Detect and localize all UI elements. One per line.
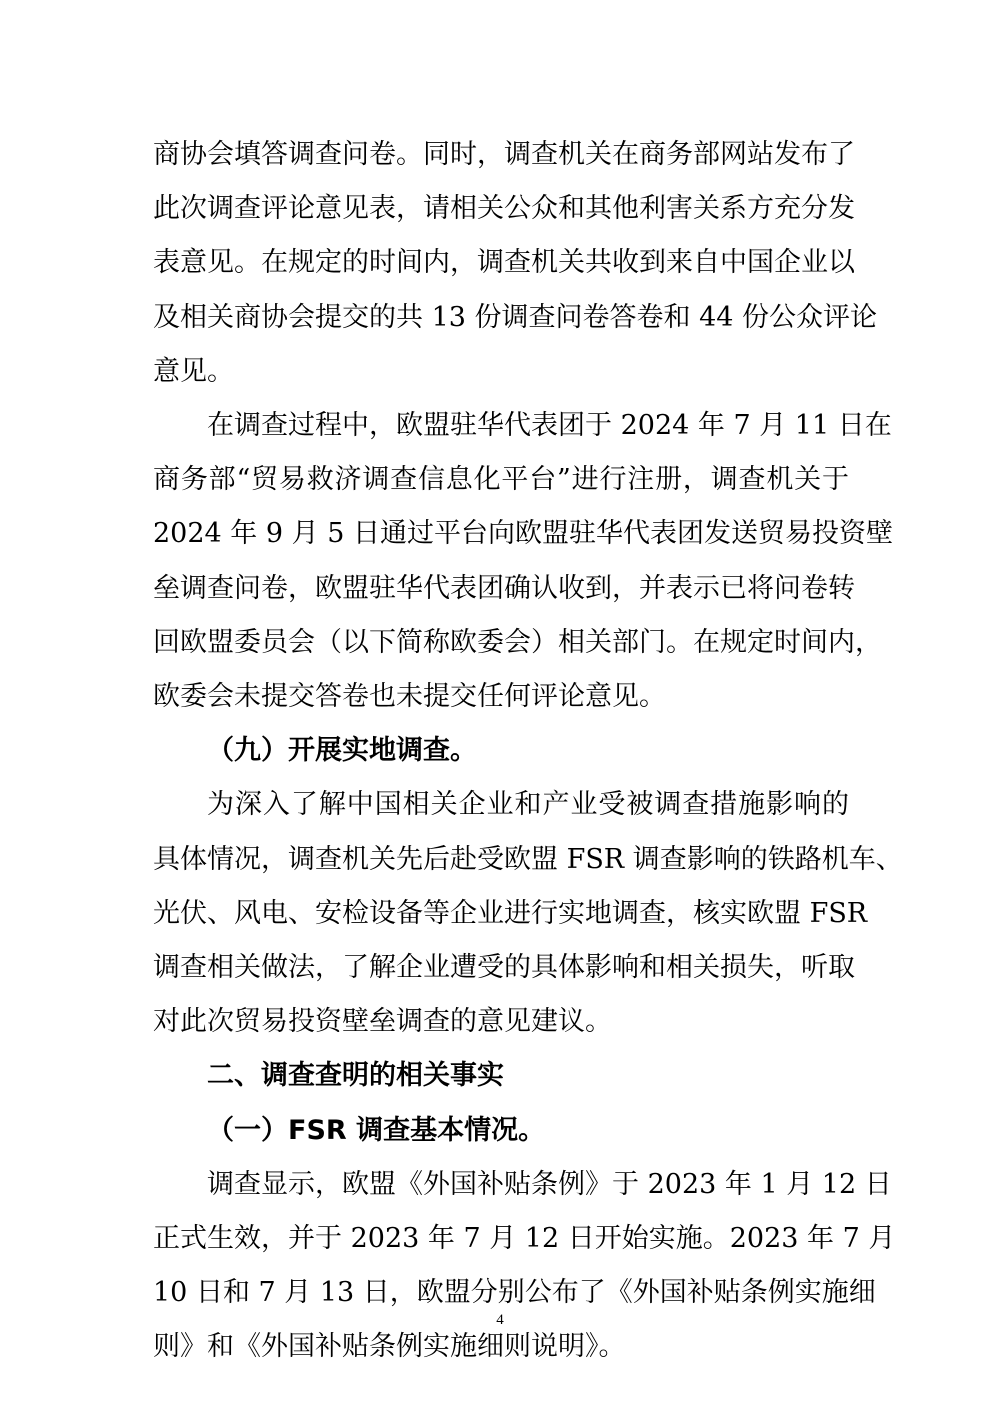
body-line: 意见。 [153, 355, 234, 387]
body-line: 商协会填答调查问卷。同时，调查机关在商务部网站发布了 [153, 139, 855, 170]
body-line: 及相关商协会提交的共 13 份调查问卷答卷和 44 份公众评论 [153, 301, 878, 333]
section-heading: （九）开展实地调查。 [207, 735, 477, 767]
body-line: 2024 年 9 月 5 日通过平台向欧盟驻华代表团发送贸易投资壁 [153, 518, 893, 550]
body-line: 在调查过程中，欧盟驻华代表团于 2024 年 7 月 11 日在 [207, 410, 892, 441]
body-line: 商务部“贸易救济调查信息化平台”进行注册，调查机关于 [153, 464, 849, 496]
section-heading: （一）FSR 调查基本情况。 [207, 1114, 546, 1146]
page-number: 4 [496, 1312, 504, 1328]
body-line: 表意见。在规定的时间内，调查机关共收到来自中国企业以 [153, 247, 855, 279]
body-line: 欧委会未提交答卷也未提交任何评论意见。 [153, 681, 666, 712]
body-line: 则》和《外国补贴条例实施细则说明》。 [153, 1331, 626, 1363]
body-line: 为深入了解中国相关企业和产业受被调查措施影响的 [207, 789, 849, 821]
body-line: 调查显示，欧盟《外国补贴条例》于 2023 年 1 月 12 日 [207, 1168, 892, 1200]
body-line: 具体情况，调查机关先后赴受欧盟 FSR 调查影响的铁路机车、 [153, 843, 903, 875]
section-heading: 二、调查查明的相关事实 [207, 1060, 504, 1092]
body-line: 回欧盟委员会（以下简称欧委会）相关部门。在规定时间内， [153, 626, 882, 658]
body-line: 调查相关做法，了解企业遭受的具体影响和相关损失，听取 [153, 952, 855, 983]
body-line: 对此次贸易投资壁垒调查的意见建议。 [153, 1006, 612, 1038]
body-line: 10 日和 7 月 13 日，欧盟分别公布了《外国补贴条例实施细 [153, 1277, 876, 1309]
body-line: 正式生效，并于 2023 年 7 月 12 日开始实施。2023 年 7 月 [153, 1223, 896, 1254]
body-line: 此次调查评论意见表，请相关公众和其他利害关系方充分发 [153, 193, 855, 225]
body-line: 垒调查问卷，欧盟驻华代表团确认收到，并表示已将问卷转 [153, 572, 855, 604]
body-line: 光伏、风电、安检设备等企业进行实地调查，核实欧盟 FSR [153, 897, 868, 929]
